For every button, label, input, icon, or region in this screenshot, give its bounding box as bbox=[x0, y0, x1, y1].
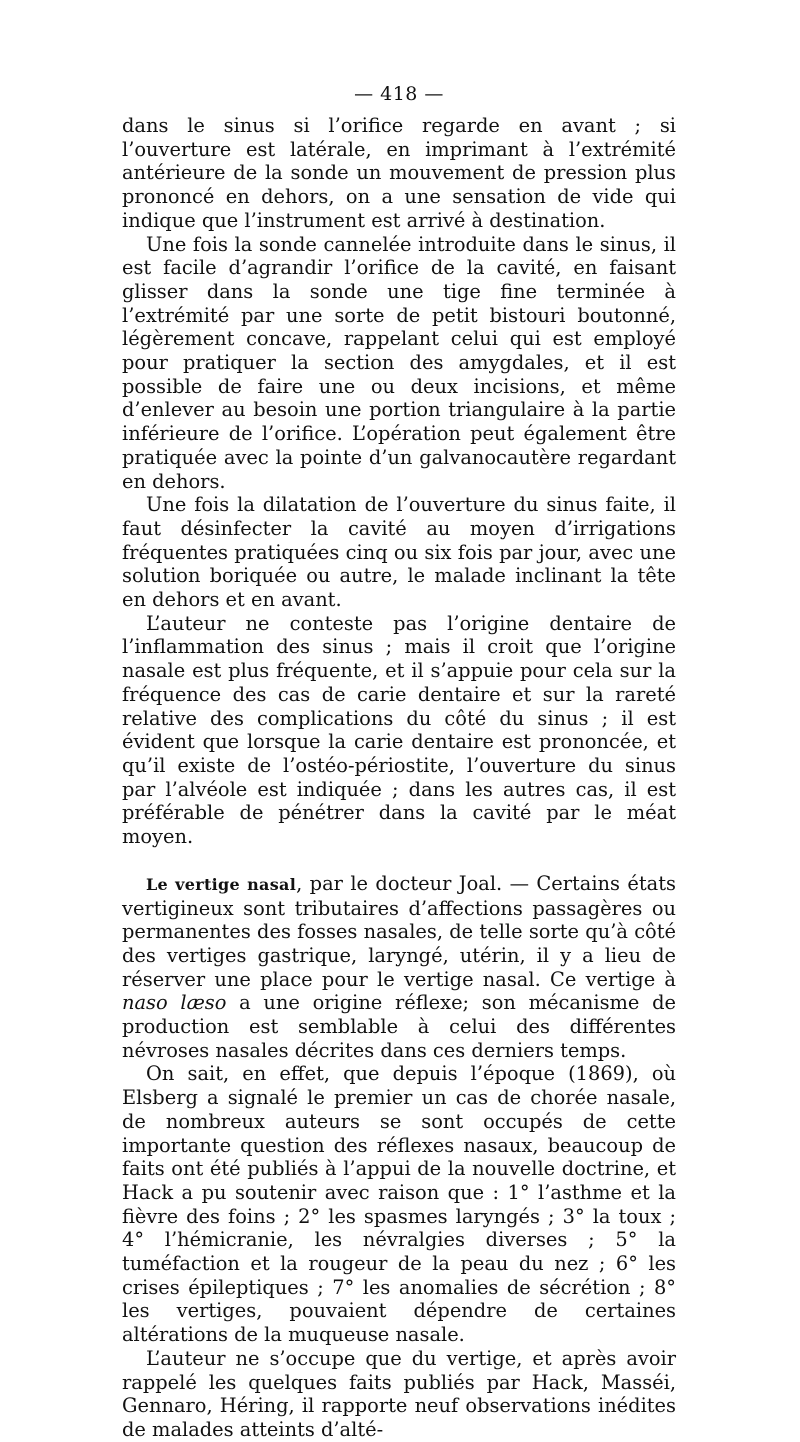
paragraph-sonde-cannelee: Une fois la sonde cannelée introduite dans le sinus, il est facile d’agrandir l’orifice de la cavité, en faisant glisser dans la sonde une tige fine terminée à l’extrémité par une sorte de petit bistouri boutonné, légèrement concave, rappelant celui qui est employé pour pratiquer la section des amygdales, et il est possible de faire une ou deux incisions, et même d’enlever au besoin une portion triangulaire à la partie inférieure de l’orifice. L’opération peut également être pratiquée avec la pointe d’un galvanocautère regardant en dehors. bbox=[122, 232, 676, 493]
paragraph-desinfection: Une fois la dilatation de l’ouverture du sinus faite, il faut désinfecter la cavité au moyen d’irrigations fréquentes pratiquées cinq ou six fois par jour, avec une solution boriquée ou autre, le malade inclinant la tête en dehors et en avant. bbox=[122, 493, 676, 612]
section-vertige-nasal-intro bbox=[122, 872, 676, 1063]
section-title: Le vertige nasal bbox=[146, 874, 297, 894]
paragraph-origine-dentaire: L’auteur ne conteste pas l’origine dentaire de l’inflammation des sinus ; mais il croit que l’origine nasale est plus fréquente, et il s’appuie pour cela sur la fréquence des cas de carie dentaire et sur la rareté relative des complications du côté du sinus ; il est évident que lorsque la carie dentaire est prononcée, et qu’il existe de l’ostéo-périostite, l’ouverture du sinus par l’alvéole est indiquée ; dans les autres cas, il est préférable de pénétrer dans la cavité par le méat moyen. bbox=[122, 611, 676, 849]
section-after-italic: a une origine réflexe; son mécanisme de production est semblable à celui des différentes névroses nasales décrites dans ces derniers temps. bbox=[122, 991, 676, 1062]
italic-phrase: naso læso bbox=[122, 991, 227, 1015]
paragraph-reflexes-nasaux: On sait, en effet, que depuis l’époque (1869), où Elsberg a signalé le premier un cas de chorée nasale, de nombreux auteurs se sont occupés de cette importante question des réflexes nasaux, beaucoup de faits ont été publiés à l’appui de la nouvelle doctrine, et Hack a pu soutenir avec raison que : 1° l’asthme et la fièvre des foins ; 2° les spasmes laryngés ; 3° la toux ; 4° l’hémicranie, les névralgies diverses ; 5° la tuméfaction et la rougeur de la peau du nez ; 6° les crises épileptiques ; 7° les anomalies de sécrétion ; 8° les vertiges, pouvaient dépendre de certaines altérations de la muqueuse nasale. bbox=[122, 1062, 676, 1347]
paragraph-continuation: dans le sinus si l’orifice regarde en avant ; si l’ouverture est latérale, en imprimant à l’extrémité antérieure de la sonde un mouvement de pression plus prononcé en dehors, on a une sensation de vide qui indique que l’instrument est arrivé à destination. bbox=[122, 114, 676, 232]
book-page bbox=[122, 82, 676, 1442]
page-number: — 418 — bbox=[354, 83, 444, 105]
paragraph-observations: L’auteur ne s’occupe que du vertige, et après avoir rappelé les quelques faits publiés par Hack, Masséi, Gennaro, Héring, il rapporte neuf observations inédites de malades atteints d’alté- bbox=[122, 1346, 676, 1441]
section-author-intro: , par le docteur Joal. — Certains états vertigineux sont tributaires d’affections passagères ou permanentes des fosses nasales, de telle sorte qu’à côté des vertiges gastrique, laryngé, utérin, il y a lieu de réserver une place pour le vertige nasal. Ce vertige à bbox=[122, 871, 676, 991]
